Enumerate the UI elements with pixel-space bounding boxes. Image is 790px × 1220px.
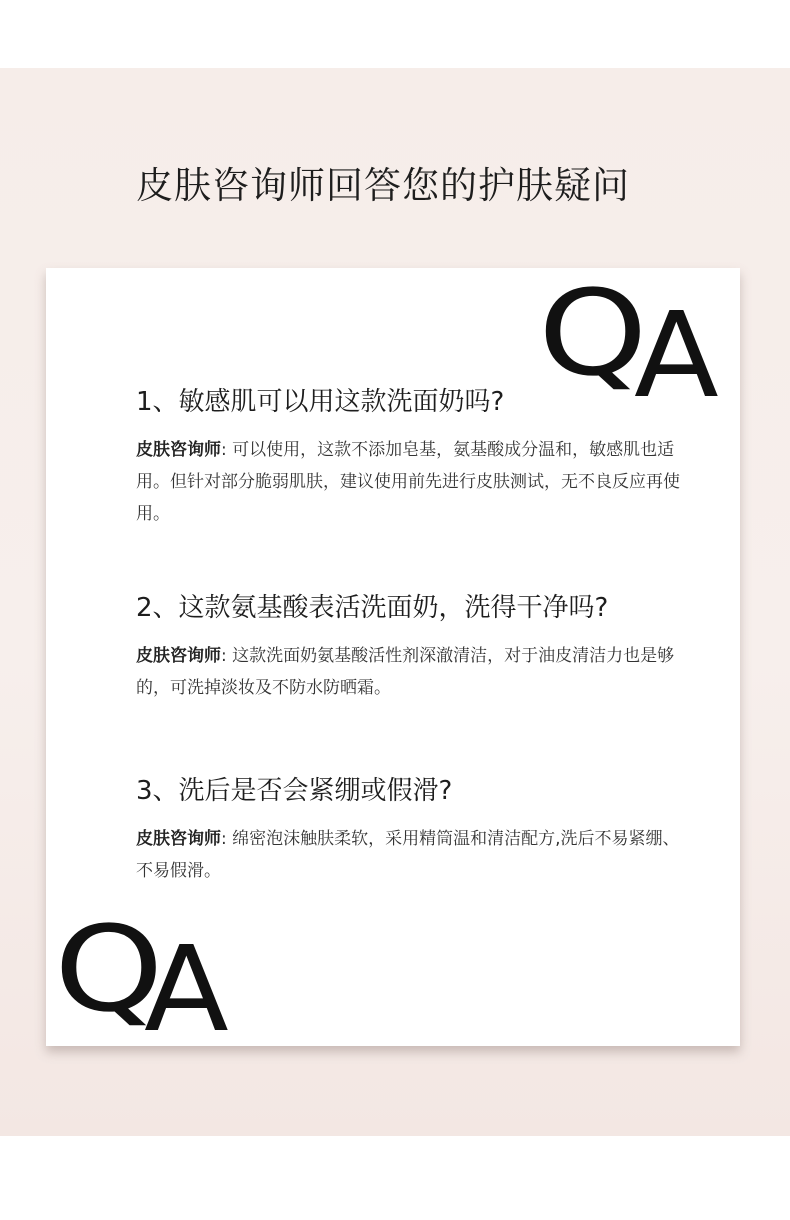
question-2: 2、这款氨基酸表活洗面奶，洗得干净吗? — [136, 593, 609, 623]
page-title: 皮肤咨询师回答您的护肤疑问 — [136, 164, 630, 207]
qa-logo-a: A — [144, 920, 229, 1058]
answer-speaker: 皮肤咨询师 — [136, 440, 221, 460]
qa-logo-q: Q — [54, 900, 164, 1038]
qa-item-2 — [136, 590, 696, 704]
answer-3 — [136, 823, 696, 887]
qa-item-1 — [136, 384, 696, 530]
answer-text: : 这款洗面奶氨基酸活性剂深澈清洁，对于油皮清洁力也是够的，可洗掉淡妆及不防水防晒霜。 — [136, 646, 675, 698]
question-1: 1、敏感肌可以用这款洗面奶吗? — [136, 387, 505, 417]
answer-speaker: 皮肤咨询师 — [136, 646, 221, 666]
answer-1 — [136, 434, 696, 530]
answer-text: : 可以使用，这款不添加皂基，氨基酸成分温和，敏感肌也适用。但针对部分脆弱肌肤，建议使用前先进行皮肤测试，无不良反应再使用。 — [136, 440, 680, 524]
qa-item-3 — [136, 773, 696, 887]
qa-logo-a: A — [634, 286, 719, 424]
answer-speaker: 皮肤咨询师 — [136, 829, 221, 849]
qa-logo-q: Q — [538, 264, 648, 402]
question-3: 3、洗后是否会紧绷或假滑? — [136, 776, 453, 806]
answer-text: : 绵密泡沫触肤柔软，采用精筒温和清洁配方,洗后不易紧绷、不易假滑。 — [136, 829, 680, 881]
answer-2 — [136, 640, 696, 704]
qa-logo-bottom — [54, 900, 254, 1058]
